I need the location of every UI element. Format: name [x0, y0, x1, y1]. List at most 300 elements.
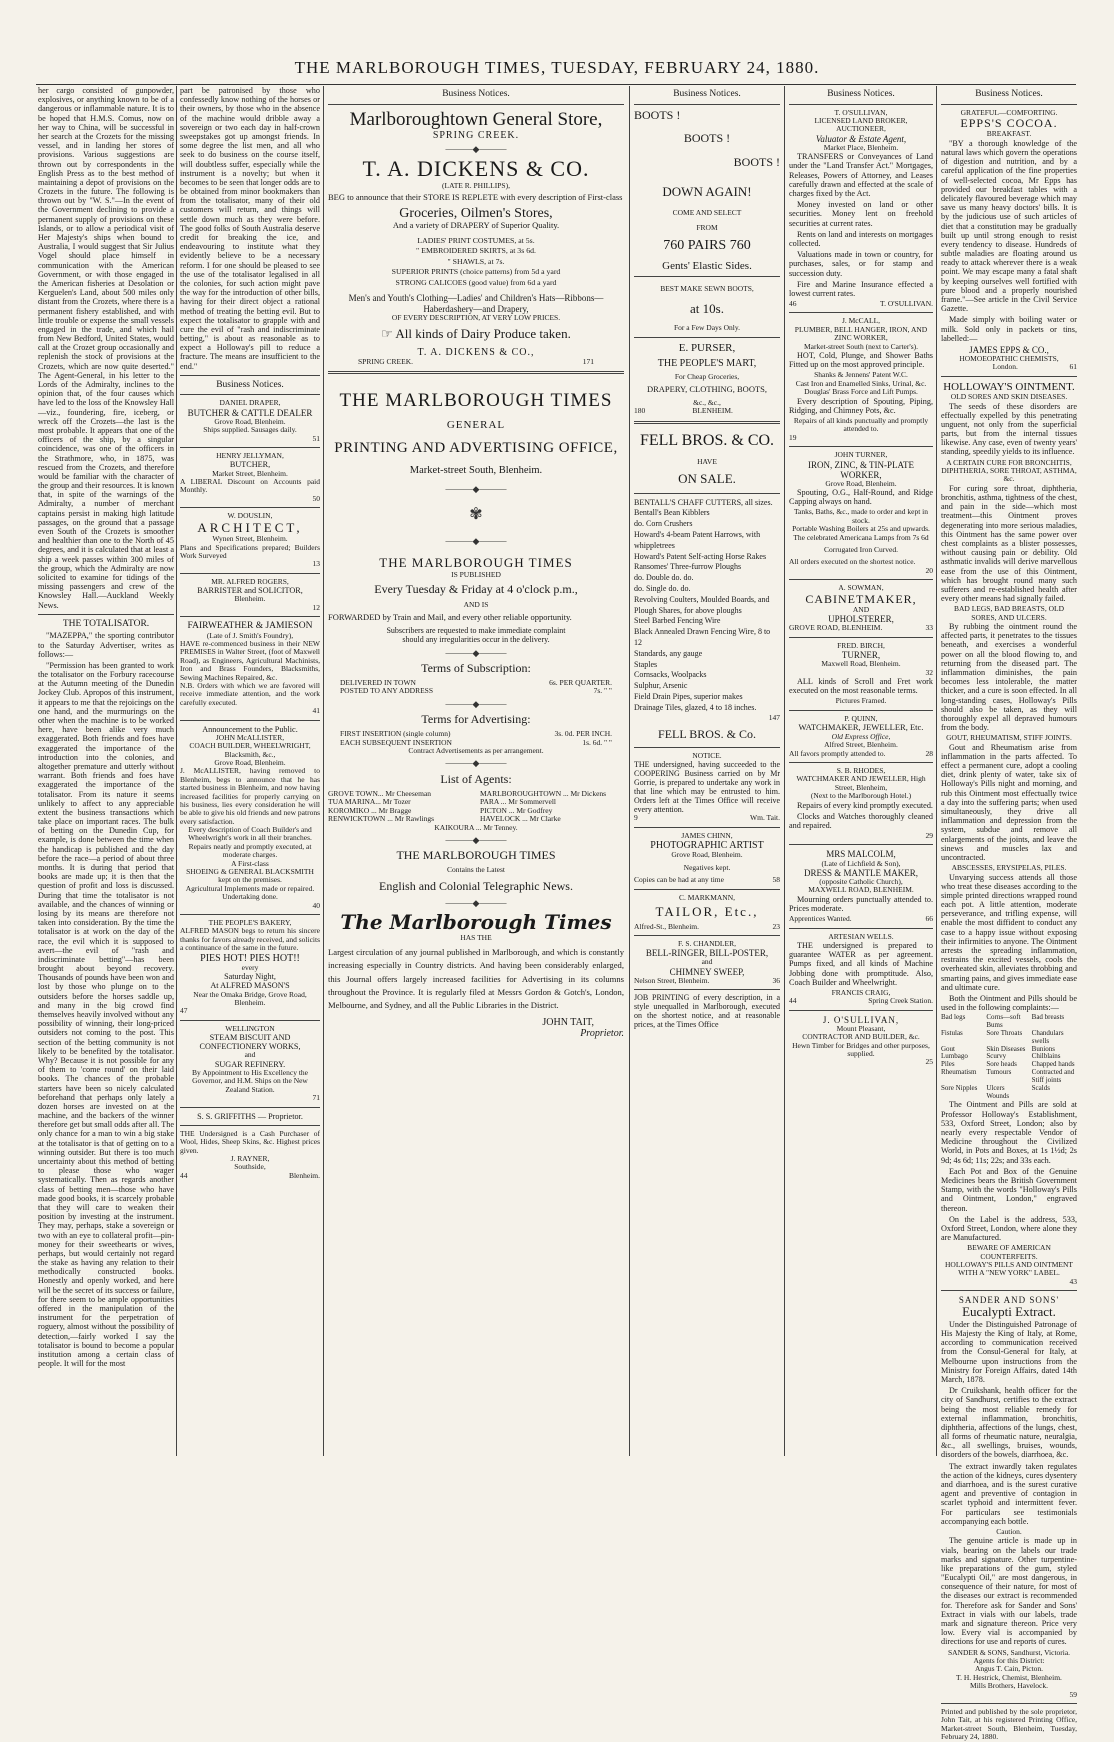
ad-text: THE undersigned is prepared to guarantee WATER as per agreement. Pumps fixed, and all kinds of Machine Jobbing done with promptitude. Also, Coach Builder and Wheelwright.: [789, 940, 933, 987]
ad-number: 44: [180, 1170, 188, 1180]
divider: [634, 493, 780, 494]
ad-number: 20: [925, 565, 933, 575]
table-cell: Wounds: [986, 1091, 1010, 1100]
ad-text: Pictures Framed.: [835, 696, 887, 706]
ad-text: and: [244, 1050, 256, 1060]
ad-text: Under the Distinguished Patronage of His Majesty the King of Italy, at Rome, according to communication received from the Consul-General for Italy, at Melbourne upon instructions from the Ministry for Foreign Affairs, dated 14th March, 1878.: [941, 1319, 1077, 1384]
ad-title: PIES HOT! PIES HOT!!: [200, 952, 300, 964]
ad-title: Gents' Elastic Sides.: [662, 259, 752, 272]
ad-number: 9: [634, 813, 638, 823]
ad-text: kept on the premises.: [218, 875, 282, 885]
article-heading: THE TOTALISATOR.: [62, 618, 150, 629]
column-6: [941, 86, 1077, 1742]
ad-number: 43: [1069, 1276, 1077, 1286]
divider: [180, 1125, 320, 1126]
ad-address: Market Street, Blenheim.: [212, 468, 288, 478]
list-item: Bentall's Bean Kibblers: [634, 508, 710, 518]
ad-number: 47: [180, 1006, 188, 1016]
ad-text: At ALFRED MASON'S: [210, 981, 290, 991]
ad-number: 171: [582, 356, 594, 366]
list-item: Standards, any gauge: [634, 648, 703, 658]
ad-number: 59: [1069, 1689, 1077, 1699]
list-item: " EMBROIDERED SKIRTS, at 3s 6d.: [416, 246, 536, 256]
divider: [634, 104, 780, 105]
ad-title: FAIRWEATHER & JAMIESON: [187, 621, 313, 632]
divider: [789, 579, 933, 580]
ad-text: J. McALLISTER, having removed to Blenheim, begs to announce that he has started business in Blenheim, and now having increased facilities for properly carrying on his business, lies every consideration he will be able to give his old friends and new patrons every satisfaction.: [180, 766, 320, 826]
list-item: LADIES' PRINT COSTUMES, at 5s.: [417, 235, 535, 245]
ad-text: GENERAL: [446, 419, 506, 432]
list-item: GROVE TOWN... Mr Cheeseman: [328, 789, 432, 798]
ad-text: Valuations made in town or country, for purchases, sales, or for stamp and succession duty.: [789, 250, 933, 278]
ad-title: BOOTS !: [683, 131, 731, 146]
ad-text: The extract inwardly taken regulates the action of the kidneys, cures dysentery and diarrhoea, and is the surest curative agent and preventive of contagion in scarlet typhoid and intermittent fever. For particulars see testimonials accompanying each bottle.: [941, 1461, 1077, 1526]
ad-text: BEG to announce that their STORE IS REPLETE with every description of First-class: [328, 192, 623, 203]
table-cell: Sore Throats: [986, 1028, 1023, 1037]
ad-text: For Cheap Groceries,: [674, 372, 740, 382]
divider: [789, 312, 933, 313]
ad-number: 61: [1069, 362, 1077, 372]
list-item: MARLBOROUGHTOWN ... Mr Dickens: [480, 789, 607, 798]
ad-text: DRAPERY, CLOTHING, BOOTS,: [646, 384, 768, 395]
ad-title: IRON, ZINC, & TIN-PLATE WORKER,: [807, 459, 915, 480]
divider: [180, 1107, 320, 1108]
ad-text: THE Undersigned is a Cash Purchaser of Wool, Hides, Sheep Skins, &c. Highest prices given.: [180, 1128, 320, 1155]
table-cell: Lumbago: [941, 1052, 968, 1061]
article-paragraph: "Permission has been granted to work the totalisator on the Forbury racecourse at the Autumn meeting of the Dunedin Jockey Club. Apropos of this instrument, it appears to me that the rejoicings on the one hand, and the murmurings on the other when the machine is to be worked here, have been alike very much exaggerated. Both friends and foes have exaggerated the importance of the introduction into the colonies, and altogether premature and utterly without warrant. Both friends and foes have exaggerated the importance of the totalisator. From its nature it seems unlikely to affect to any appreciable extent the business transactions which take place on important races. The bulk of betting on the Dunedin Cup, for example, is done between the time when the handicap is published and the day before the race—a period of about three months. It is during that period that books are made up; it is then that the question of profit and loss is discussed. During that time the totalisator is not available, and the chances of winning or losing by its means are therefore not taken into consideration. By the time the totalisator is at work on the day of the race, the evil which it is supposed to avert—the evil of "rash and indiscriminate betting"—has been brought about beyond recovery. Thousands of pounds have been won and lost by those who plunge on to the outsiders before the horses saddle up, and many in the big crowd find themselves heavily involved without any possibility of winning, their long-priced outsiders not coming to the post. This section of the betting community is not likely to be benefited by the totalisator. Why? Because it is not possible for any of them to 'come round' on their laid books. The chances of the probable starters have been so nicely calculated beforehand that perhaps only lately a dozen horses are invested on at the machine, and the backers of the winner therefore get but small odds after all. The only chance for a man to win a big stake at the totalisator is that of getting on to a winning outsider. But there is too much uncertainty about this method of betting to please those who wager systematically. Then as regards another class of betting men—those who have made good books, it is scarcely probable that they will care to weaken their position by investing at the instrument. They may, perhaps, stake a sovereign or two with an eye to collateral profit—pin-money for their sweethearts or wives, perhaps, but would certainly not regard the stake as having any relation to their methodically constructed books. Honestly and openly worked, and here will be the secret of its success or failure, for there seem to be ample opportunities offered in the manipulation of the instrument for the perpetration of roguery, almost without the possibility of detection,—fairly worked I say the totalisator is bound to become a popular institution among a certain class of people. It will for the most: [38, 660, 174, 1369]
ad-title: BARRISTER and SOLICITOR,: [197, 586, 303, 596]
ad-name: A. SOWMAN,: [838, 583, 884, 593]
ad-jellyman: [180, 452, 320, 503]
ad-number: 71: [312, 1093, 320, 1103]
column-rule: [323, 86, 324, 1456]
list-item: Black Annealed Drawn Fencing Wire, 8 to 12: [634, 627, 771, 647]
ad-text: BEST MAKE SEWN BOOTS,: [660, 284, 754, 294]
imprint: Printed and published by the sole proprietor, John Tait, at his registered Printing Office, Market-street South, Blenheim, Tuesday, February 24, 1880.: [941, 1706, 1077, 1742]
ad-text: FORWARDED by Train and Mail, and every other reliable opportunity.: [328, 612, 572, 623]
ornament: ———◆———: [445, 536, 507, 547]
column-1: [38, 86, 174, 1458]
ad-title: BELL-RINGER, BILL-POSTER,: [645, 948, 769, 959]
ad-text: HOMOEOPATHIC CHEMISTS,: [959, 354, 1059, 364]
ad-number: 13: [312, 559, 320, 569]
list-item: do. Single do. do.: [634, 583, 691, 593]
ad-name: P. QUINN,: [844, 713, 878, 723]
ad-text: Hewn Timber for Bridges and other purposes, supplied.: [792, 1040, 930, 1058]
ad-address: Alfred-St., Blenheim.: [634, 921, 699, 931]
ad-text: By rubbing the ointment round the affected parts, it penetrates to the tissues beneath, and exercises a wonderful power on all the blood flowing to, and returning from the diseased part. The inflammation diminishes, the pain becomes less intolerable, the matter thicker, and a cure is soon effected. In all long-standing cases, Holloway's Pills should also be taken, as they will thoroughly expel all depraved humours from the body.: [941, 622, 1077, 733]
ornament: ———◆———: [445, 758, 507, 769]
ad-number: 28: [925, 748, 933, 758]
ad-text: Every description of Spouting, Piping, Ridging, and Chimney Pots, &c.: [789, 396, 933, 415]
divider: [789, 710, 933, 711]
pointing-hand-icon: ☞: [381, 326, 396, 341]
ad-title: PHOTOGRAPHIC ARTIST: [650, 840, 764, 852]
ad-griffiths: [180, 1112, 320, 1181]
ad-text: Made simply with boiling water or milk. Sold only in packets or tins, labelled:—: [941, 315, 1077, 343]
ad-name: E. PURSER,: [678, 341, 736, 354]
ad-text: Douglas' Brass Force and Lift Pumps.: [804, 387, 918, 397]
ad-text: The seeds of these disorders are effectually expelled by this penetrating unguent, not only from the superficial parts, but from the internal tissues likewise. Any case, even of twenty years' standing, speedily yields to its influence.: [941, 401, 1077, 457]
ad-text: HAS THE: [460, 932, 492, 942]
ad-text: HAVE: [697, 456, 717, 466]
list-item: do. Double do. do.: [634, 573, 694, 583]
ad-text: All orders executed on the shortest notice.: [789, 557, 916, 567]
ad-text: For a Few Days Only.: [674, 323, 740, 333]
ad-text: Apprentices Wanted.: [789, 914, 852, 924]
ad-title: HOLLOWAY'S OINTMENT.: [943, 380, 1075, 393]
ad-number: 50: [312, 493, 320, 503]
ad-title: THE MARLBOROUGH TIMES: [379, 555, 573, 571]
ad-number: 23: [772, 921, 780, 931]
list-item: Revolving Coulters, Moulded Boards, and Plough Shares, for above ploughs: [634, 594, 770, 615]
ad-text: Repairs of all kinds punctually and promptly attended to.: [793, 415, 929, 434]
list-item: Mills Brothers, Havelock.: [970, 1681, 1048, 1691]
list-item: PICTON ... Mr Godfrey: [480, 805, 553, 815]
ad-heading: NOTICE.: [692, 751, 722, 761]
list-item: Angus T. Cain, Picton.: [974, 1664, 1044, 1674]
ad-title: WATCHMAKER, JEWELLER, Etc.: [798, 722, 924, 733]
ad-title: PLUMBER, BELL HANGER, IRON, AND ZINC WORKER,: [794, 324, 928, 343]
ad-mcallister: [180, 725, 320, 910]
divider: [941, 1703, 1077, 1704]
ad-heading: ARTESIAN WELLS.: [828, 931, 894, 941]
ad-signature: JOHN TAIT,: [542, 1016, 594, 1028]
column-rule: [176, 86, 177, 1456]
ad-text: Repairs of every kind promptly executed.: [797, 800, 933, 810]
divider: [789, 637, 933, 638]
divider: [634, 989, 780, 990]
ad-name: J. O'SULLIVAN,: [822, 1014, 900, 1025]
ad-title: LICENSED LAND BROKER,: [814, 116, 908, 126]
table-cell: Chapped hands: [1031, 1060, 1075, 1069]
ad-name: DANIEL DRAPER,: [219, 398, 281, 408]
ad-text: A LIBERAL Discount on Accounts paid Monthly.: [180, 477, 320, 495]
ad-text: IS PUBLISHED: [451, 569, 501, 579]
divider: [634, 747, 780, 748]
ad-address: (opposite Catholic Church),: [819, 877, 903, 887]
list-item: do. Corn Crushers: [634, 519, 693, 529]
ad-text: N.B. Orders with which we are favored will receive immediate attention, and the work carefully executed.: [180, 681, 320, 707]
ad-address: Spring Creek Station.: [868, 996, 933, 1006]
ad-title: THE MARLBOROUGH TIMES: [396, 848, 556, 863]
divider: [38, 614, 174, 615]
ad-heading: BAD LEGS, BAD BREASTS, OLD SORES, AND ULCERS.: [953, 604, 1064, 622]
ad-text: Rents on land and interests on mortgages collected.: [789, 229, 933, 248]
ad-number: 41: [312, 706, 320, 716]
ad-address: (Next to the Marlborough Hotel.): [810, 791, 912, 801]
ad-text: Shanks & Jennens' Patent W.C.: [814, 370, 908, 380]
ad-name: T. O'SULLIVAN,: [834, 107, 888, 117]
ad-name: JOHN TURNER,: [834, 450, 888, 460]
ad-number: 51: [312, 433, 320, 443]
divider: [789, 844, 933, 845]
masthead-logo: The Marlborough Times: [340, 910, 612, 935]
ad-address: Market-street South, Blenheim.: [409, 464, 543, 476]
divider: [941, 104, 1077, 105]
ad-text: and: [701, 957, 713, 967]
divider: [180, 1020, 320, 1021]
ad-text: And a variety of DRAPERY of Superior Quality.: [392, 220, 560, 231]
ad-number: 32: [925, 667, 933, 677]
ad-text: COME AND SELECT: [672, 208, 742, 218]
ad-heading: THE PEOPLE'S BAKERY,: [208, 918, 292, 927]
ad-heading: ABSCESSES, ERYSIPELAS, PILES.: [951, 863, 1067, 873]
table-cell: POSTED TO ANY ADDRESS: [340, 686, 434, 696]
ad-address: Blenheim.: [234, 997, 266, 1007]
ad-text: Both the Ointment and Pills should be used in the following complaints:—: [941, 993, 1077, 1013]
divider: [180, 375, 320, 376]
table-cell: 3s. 0d. PER INCH.: [554, 729, 612, 739]
ad-text: Largest circulation of any journal published in Marlborough, and which is constantly increasing especially in Country districts. And having been considerably enlarged, this Journal offers largely increased facilities for Advertising in its columns throughout the Province. It is regularly filed at Messrs Gordon & Gotch's, London, Melbourne, and Sydney, and all the Public Libraries in the District.: [328, 947, 624, 1011]
ad-name: SANDER AND SONS': [958, 1295, 1060, 1306]
divider: [634, 337, 780, 338]
ad-title: PRINTING AND ADVERTISING OFFICE,: [334, 439, 618, 456]
section-heading: Business Notices.: [442, 89, 510, 99]
ad-number: 66: [925, 914, 933, 924]
crest-icon: ✾: [469, 506, 483, 524]
ad-text: ALFRED MASON begs to return his sincere thanks for favors already received, and solicits a continuance of the same in the future.: [180, 926, 320, 953]
divider: [634, 276, 780, 277]
ad-text: "BY a thorough knowledge of the natural laws which govern the operations of digestion and nutrition, and by a careful application of the fine properties of well-selected cocoa, Mr Epps has provided our breakfast tables with a delicately flavoured beverage which may save us many heavy doctors' bills. It is by the judicious use of such articles of diet that a constitution may be gradually built up until strong enough to resist every tendency to disease. Hundreds of subtle maladies are floating around us ready to attack wherever there is a weak point. We may escape many a fatal shaft by keeping ourselves well fortified with pure blood and a properly nourished frame."—See article in the Civil Service Gazette.: [941, 138, 1077, 314]
ad-number: 46: [789, 299, 797, 309]
ad-name: C. MARKMANN,: [678, 892, 736, 902]
ad-text: Subscribers are requested to make immediate complaint: [386, 625, 566, 635]
divider: [328, 371, 624, 374]
table-cell: Tumours: [986, 1068, 1012, 1077]
ad-address: Grove Road, Blenheim.: [214, 416, 286, 426]
list-item: Howard's 4-beam Patent Harrows, with whippletrees: [634, 530, 761, 550]
ad-name: J. RAYNER,: [230, 1153, 270, 1163]
ad-name: S. B. RHODES,: [836, 765, 886, 775]
ad-name: F. S. CHANDLER,: [678, 938, 736, 948]
divider: [789, 928, 933, 929]
divider: [941, 1290, 1077, 1291]
list-item: TUA MARINA... Mr Tozer: [328, 797, 411, 807]
ad-text: Every Tuesday & Friday at 4 o'clock p.m.,: [374, 582, 578, 597]
ad-title: 760 PAIRS 760: [663, 238, 751, 254]
ad-title: FELL BROS. & CO.: [639, 431, 775, 449]
ad-text: The Ointment and Pills are sold at Professor Holloway's Establishment, 533, Oxford Street, London; also by nearly every respectable Vendor of Medicine throughout the Civilized World, in Pots and Boxes, at 1s 1½d; 2s 9d; 4s 6d; 11s; 22s; and 33s each.: [941, 1100, 1077, 1165]
ad-number: 44: [789, 996, 797, 1006]
agents-list: [328, 790, 624, 832]
table-cell: EACH SUBSEQUENT INSERTION: [340, 737, 452, 747]
list-item: Drainage Tiles, glazed, 4 to 18 inches.: [634, 702, 757, 712]
ad-text: (LATE R. PHILLIPS),: [442, 180, 510, 190]
ad-title: SUGAR REFINERY.: [214, 1059, 286, 1069]
ad-text: AND IS: [463, 599, 489, 609]
ad-text: Saturday Night,: [224, 972, 276, 982]
ad-address: Grove Road, Blenheim.: [214, 757, 286, 767]
ad-text: HOT, Cold, Plunge, and Shower Baths Fitted up on the most approved principle.: [789, 351, 933, 370]
ad-text: Agricultural Implements made or repaired.: [185, 883, 315, 893]
ad-number: 19: [789, 432, 797, 442]
ad-signature: T. O'SULLIVAN.: [880, 299, 933, 309]
divider: [180, 914, 320, 915]
ad-number: 25: [925, 1057, 933, 1067]
ad-address: Mount Pleasant,: [836, 1023, 886, 1033]
ad-text: Repairs neatly and promptly executed, at moderate charges.: [188, 841, 312, 860]
ad-text: Clocks and Watches thoroughly cleaned and repaired.: [789, 811, 933, 830]
ad-signature: Proprietor.: [580, 1027, 624, 1039]
divider: [634, 827, 780, 828]
ad-number: 29: [925, 831, 933, 841]
ad-text: HAVE re-commenced business in their NEW PREMISES in Walter Street, (foot of Maxwell Road), as Engineers, Agricultural Machinists, Iron and Brass Founders, Blacksmiths, Sewing Machines Repaired, &c.: [180, 639, 320, 682]
table-cell: Sore heads: [986, 1060, 1017, 1069]
ad-text: OF EVERY DESCRIPTION, AT VERY LOW PRICES.: [391, 312, 561, 322]
ad-subtitle: (Late of J. Smith's Foundry),: [206, 630, 294, 640]
ad-text: Contract Advertisements as per arrangement.: [408, 746, 544, 756]
table-cell: FIRST INSERTION (single column): [340, 729, 451, 739]
ad-name: FRED. BIRCH,: [837, 640, 885, 650]
table-cell: Chilblains: [1031, 1052, 1061, 1061]
ad-text: Money invested on land or other securities. Money lent on freehold securities at current rates.: [789, 200, 933, 228]
table-cell: Gout: [941, 1044, 955, 1053]
ad-draper: [180, 399, 320, 443]
ad-title: EPPS'S COCOA.: [960, 116, 1058, 131]
ad-address: Market-street South (next to Carter's).: [803, 341, 919, 351]
ad-text: Men's and Youth's Clothing—Ladies' and Children's Hats—Ribbons—Haberdashery—and Drapery,: [348, 293, 604, 314]
table-cell: Contracted and Stiff joints: [1031, 1068, 1075, 1084]
ad-address: Blenheim.: [288, 1170, 320, 1180]
ad-address: Grove Road, Blenheim.: [671, 850, 743, 860]
ad-address: Blenheim.: [234, 594, 266, 604]
table-cell: Piles: [941, 1060, 955, 1069]
ad-text: For curing sore throat, diphtheria, bronchitis, asthma, tightness of the chest, and pain in the side—which most treatment—this Ointment proves degenerating into more serious maladies, this Ointment has the same power over chest complaints as a blister possesses, without causing pain or debility. Old asthmatic invalids will derive marvellous ease from the use of this Ointment, which has brought round many such sufferers and re-established health after every other means had signally failed.: [941, 483, 1077, 604]
stock-list: [634, 498, 780, 714]
ad-address: GROVE ROAD, BLENHEIM.: [789, 623, 883, 633]
ad-text: every: [241, 962, 259, 972]
ad-address: Southside,: [234, 1162, 266, 1172]
ad-text: Gout and Rheumatism arise from inflammation in the parts affected. To effect a permanent cure, adopt a cooling diet, drink plenty of water, take six of Holloway's Pills night and morning, and rub this Ointment most effectually twice a day into the suffering parts; when used simultaneously, they drive all inflammation and depression from the system, subdue and remove all enlargements of the joints, and leave the sinews and muscles lax and uncontracted.: [941, 742, 1077, 862]
ad-title: BUTCHER,: [229, 460, 271, 470]
ad-number: 180: [634, 406, 646, 416]
ad-heading: A CERTAIN CURE FOR BRONCHITIS, DIPHTHERIA, SORE THROAT, ASTHMA, &c.: [941, 457, 1077, 484]
ad-text: Unvarying success attends all those who treat these diseases according to the simple printed directions wrapped round each pot. A little attention, moderate perseverance, and trifling expense, will enable the most diffident to conduct any case to a happy issue without exposing their infirmities to anyone. The Ointment arrests the spreading inflammation, restrains the excited vessels, cools the overheated skin, alleviates throbbing and smarting pains, and gives immediate ease and ultimate cure.: [941, 872, 1077, 992]
ad-text: On the Label is the address, 533, Oxford Street, London, where alone they are Manufactured.: [941, 1214, 1077, 1243]
ad-title: CABINETMAKER,: [805, 591, 917, 606]
ad-text: All favors promptly attended to.: [789, 748, 886, 758]
ad-text: Blacksmith, &c.,: [224, 749, 276, 759]
list-item: HAVELOCK ... Mr Clarke: [480, 814, 561, 824]
ad-heading: Agents for this District:: [973, 1655, 1045, 1665]
table-cell: Skin Diseases: [986, 1044, 1026, 1053]
ad-text: Mourning orders punctually attended to. Prices moderate.: [789, 894, 933, 913]
column-3: [328, 86, 624, 1458]
ad-text: Spouting, O.G., Half-Round, and Ridge Capping always on hand.: [789, 488, 933, 507]
section-heading: Business Notices.: [673, 89, 741, 99]
divider: [180, 394, 320, 395]
table-cell: Bad breasts: [1031, 1013, 1065, 1022]
ornament: ———◆———: [445, 647, 507, 658]
ad-title: UPHOLSTERER,: [828, 614, 894, 625]
list-item: " SHAWLS, at 7s.: [447, 256, 505, 266]
ad-text: The genuine article is made up in vials, bearing on the labels our trade marks and signature. Other turpentine-like preparations of the gum, styled "Eucalypti Oil," are most dangerous, in consequence of their nature, for most of the diseases our extract is recommended for. Therefore ask for Sander and Sons' Extract in vials with our labels, trade mark and signature thereon. Price very low. Every vial is accompanied by directions for use and reports of cures.: [941, 1536, 1077, 1647]
section-heading: Business Notices.: [216, 379, 284, 390]
list-item: STRONG CALICOES (good value) from 6d a yard: [395, 277, 557, 287]
ad-text: Negatives kept.: [683, 862, 731, 872]
ad-heading: List of Agents:: [440, 771, 512, 786]
ornament: ———◆———: [445, 144, 507, 155]
ad-text: The celebrated Americana Lamps from 7s 6d: [793, 532, 929, 542]
ad-title: Groceries, Oilmen's Stores,: [399, 205, 553, 221]
ad-name: JAMES EPPS & CO.,: [969, 344, 1049, 355]
ad-text: TRANSFERS or Conveyances of Land under the "Land Transfer Act." Mortgages, Releases, Powers of Attorney, and Leases carefully drawn and effected at the scale of charges fixed by the Act.: [789, 152, 933, 199]
ad-subtitle: SPRING CREEK.: [432, 129, 520, 141]
list-item: SUPERIOR PRINTS (choice patterns) from 5d a yard: [391, 267, 561, 277]
ad-number: 36: [772, 975, 780, 985]
ad-name: W. DOUSLIN,: [227, 511, 273, 521]
ad-title: TURNER,: [841, 650, 881, 661]
divider: [180, 447, 320, 448]
ad-title: DRESS & MANTLE MAKER,: [803, 867, 918, 878]
ad-fairweather: [180, 621, 320, 716]
divider: [634, 421, 780, 424]
list-item: BENTALL'S CHAFF CUTTERS, all sizes.: [634, 497, 773, 507]
ad-text: Plans and Specifications prepared; Builders Work Surveyed: [180, 542, 320, 560]
ad-number: 58: [772, 875, 780, 885]
table-cell: Fistulas: [941, 1028, 963, 1037]
ad-title: DOWN AGAIN!: [662, 183, 752, 199]
ad-title: FELL BROS. & Co.: [658, 726, 756, 741]
table-cell: 7s. " ": [593, 686, 612, 696]
ad-number: 40: [312, 900, 320, 910]
ad-heading: BEWARE OF AMERICAN COUNTERFEITS.: [967, 1243, 1051, 1261]
ad-heading: S. S. GRIFFITHS — Proprietor.: [197, 1111, 303, 1121]
ad-title: BUTCHER & CATTLE DEALER: [187, 407, 313, 418]
table-cell: 1s. 6d. " ": [582, 737, 612, 747]
table-cell: Bunions: [1031, 1044, 1055, 1053]
table-cell: Scurvy: [986, 1052, 1007, 1061]
ad-title: Valuator & Estate Agent,: [815, 133, 907, 144]
ad-name: FRANCIS CRAIG,: [831, 987, 891, 997]
divider: [789, 762, 933, 763]
ad-address: Alfred Street, Blenheim.: [824, 740, 898, 750]
ad-name: J. McCALL,: [841, 316, 881, 326]
ad-douslin: [180, 512, 320, 569]
ad-text: should any irregularities occur in the delivery.: [402, 634, 550, 644]
ad-title: Marlboroughtown General Store,: [349, 108, 603, 130]
ad-bakery: [180, 919, 320, 1016]
ad-text: Fire and Marine Insurance effected a lowest current rates.: [789, 279, 933, 298]
ad-text: JOB PRINTING of every description, in a style unequalled in Marlborough, executed on the shortest notice, and at reasonable prices, at the Times Office: [634, 993, 780, 1030]
masthead: THE MARLBOROUGH TIMES, TUESDAY, FEBRUARY 24, 1880.: [294, 58, 820, 77]
ad-title: TAILOR, Etc.,: [655, 904, 759, 920]
list-item: Ransomes' Three-furrow Ploughs: [634, 562, 742, 572]
list-item: KOROMIKO ... Mr Bragge: [328, 805, 412, 815]
ad-title: Eucalypti Extract.: [962, 1304, 1056, 1320]
ad-text: Copies can be had at any time: [634, 875, 724, 885]
ad-name: HENRY JELLYMAN,: [216, 451, 284, 461]
list-item: Howard's Patent Self-acting Horse Rakes: [634, 551, 767, 561]
ornament: ———◆———: [445, 898, 507, 909]
divider: [180, 720, 320, 721]
ad-text: GRATEFUL—COMFORTING.: [960, 107, 1058, 117]
ad-heading: Terms of Subscription:: [421, 660, 531, 675]
ornament: ———◆———: [445, 834, 507, 845]
ornament: ———◆———: [445, 484, 507, 495]
ad-wellington: [180, 1025, 320, 1103]
list-item: Cornsacks, Woolpacks: [634, 670, 707, 680]
list-item: KAIKOURA ... Mr Tenney.: [434, 822, 518, 832]
divider: [328, 104, 624, 105]
ad-text: Cast Iron and Enamelled Sinks, Urinal, &c.: [795, 378, 927, 388]
ornament: ———◆———: [445, 698, 507, 709]
ad-text: BREAKFAST.: [986, 129, 1032, 139]
price-list: [328, 236, 624, 289]
ad-heading: Terms for Advertising:: [421, 711, 531, 726]
ad-heading: Caution.: [996, 1526, 1022, 1536]
